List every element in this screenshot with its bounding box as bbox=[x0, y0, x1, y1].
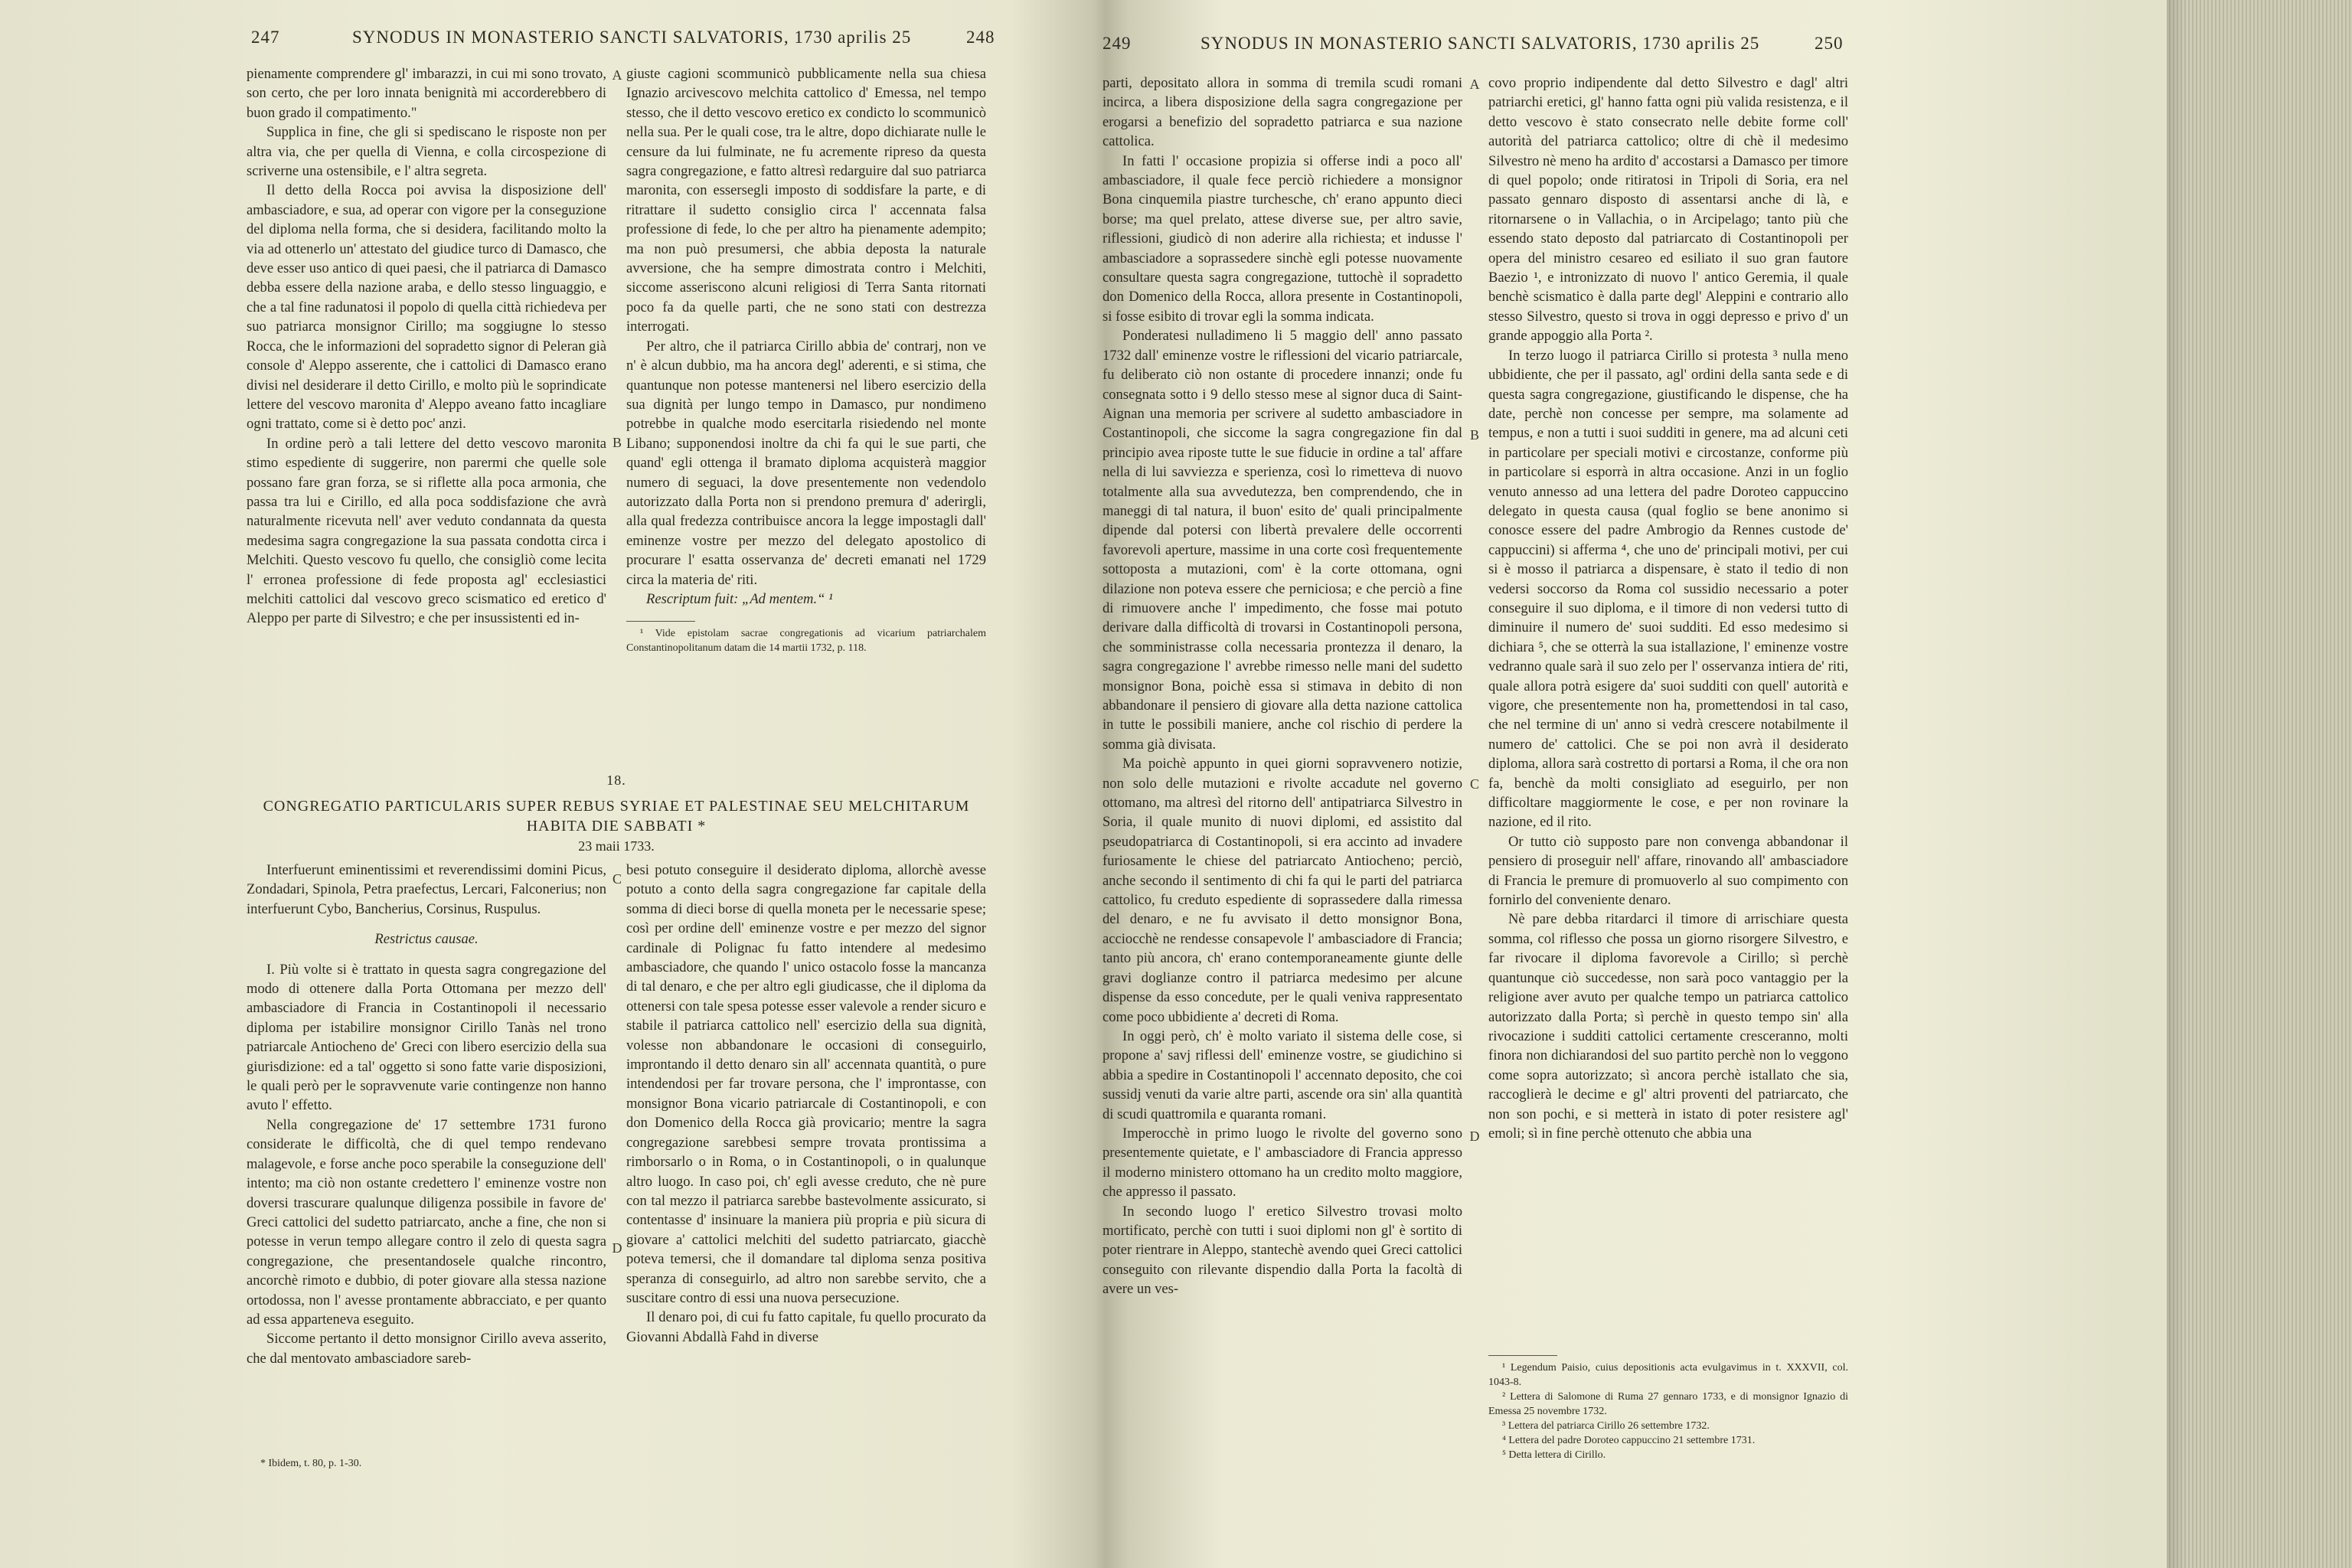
paragraph: In ordine però a tali lettere del detto vescovo maronita stimo espediente di suggerire, non parermi che quelle sole possano fare gran forza, se si riflette alla poca armonia, che passa tra lui e Cirillo, ed alla poca soddisfazione che avrà naturalmente ricevuta nell' aver veduto condannata da questa medesima sagra congregazione la sua passata condotta circa i Melchiti. Questo vescovo fu quello, che consigliò come lecita l' erronea professione di fede proposta agl' ecclesiastici melchiti cattolici dal vescovo greco scismatico ed eretico d' Aleppo per parte di Silvestro; e che per insussistenti ed in- bbox=[247, 435, 606, 627]
right-page-footnotes bbox=[1488, 1355, 1848, 1485]
subheading: Restrictus causae. bbox=[374, 931, 479, 948]
page-number-247: 247 bbox=[251, 28, 280, 47]
section-number: 18. bbox=[606, 773, 626, 788]
running-title: SYNODUS IN MONASTERIO SANCTI SALVATORIS, 1730 aprilis 25 bbox=[1200, 34, 1760, 53]
margin-letter-b: B bbox=[612, 435, 622, 450]
margin-letter-c: C bbox=[1469, 776, 1479, 792]
paragraph: Supplica in fine, che gli si spediscano le risposte non per altra via, che per quella di Vienna, e colla circospezione di scriverne una ostensibile, e l' altra segreta. bbox=[247, 124, 606, 180]
paragraph: Or tutto ciò supposto pare non convenga abbandonar il pensiero di proseguir nell' affare, rinovando all' ambasciadore di Francia le premure di promuoverlo al suo compimento con fornirlo del conveniente denaro. bbox=[1488, 833, 1848, 909]
left-page-col1-top bbox=[247, 64, 606, 753]
paragraph: besi potuto conseguire il desiderato diploma, allorchè avesse potuto a conto della sagra congregazione far capitale della somma di dieci borse di quella moneta per le necessarie spese; così per ordine dell' eminenze vostre e per mezzo del signor cardinale di Polignac fu fatto intendere al medesimo ambasciadore, che quando l' unico ostacolo fosse la mancanza di tal denaro, e che per altro egli giudicasse, che il diploma da ottenersi con tale spesa potesse esser valevole a render sicuro e stabile il patriarca cattolico nell' esercizio della sua dignità, volesse non abbandonare le occasioni di conseguirlo, improntando il detto denaro sin all' accennata quantità, o pure intendendosi per far trovare persona, che l' improntasse, con monsignor Bona vicario patriarcale di Costantinopoli, e con don Domenico della Rocca già provicario; mentre la sagra congregazione sarebbesi sempre trovata prontissima a rimborsarlo o in Roma, o in Costantinopoli, o in qualunque altro luogo. In caso poi, ch' egli avesse creduto, che nè pure con tal mezzo il patriarca sarebbe bastevolmente assicurato, si contentasse d' insinuare la maniera più propria e più sicura di giovare a' cattolici melchiti del sudetto patriarcato, giacchè poteva temersi, che il domandare tal diploma senza positiva speranza di conseguirlo, ad altro non sarebbe servito, che a suscitare contro di essi una nuova persecuzione. bbox=[626, 862, 986, 1306]
section-title: CONGREGATIO PARTICULARIS SUPER REBUS SYRIAE ET PALESTINAE SEU MELCHITARUM HABITA DIE SABBATI * bbox=[263, 798, 970, 835]
right-page-col1 bbox=[1102, 74, 1462, 1482]
paragraph: Ponderatesi nulladimeno li 5 maggio dell' anno passato 1732 dall' eminenze vostre le riflessioni del vicario patriarcale, fu deliberato ciò non ostante di procedere innanzi; onde fu consegnata sotto i 9 dello stesso mese al signor duca di Saint-Aignan una memoria per scrivere al sudetto ambasciadore in Costantinopoli, che siccome la sagra congregazione fin dal principio avea riposte tutte le sue fiducie in ordine a tal' affare nella di lui savviezza e sperienza, così lo rimetteva di nuovo totalmente alla sua avvedutezza, ben comprendendo, che in maneggi di tal natura, il buon' esito de' quali principalmente dipende dal potersi con libertà prevalere delle occorrenti favorevoli aperture, massime in una corte così frequentemente sottoposta a mutazioni, com' è la corte ottomana, ogni dilazione non poteva essere che perniciosa; e che perciò a fine di rimuovere anche l' impedimento, che fosse mai potuto derivare dalla difficoltà di trovarsi in Costantinopoli persona, che somministrasse colla necessaria prontezza il denaro, la sagra congregazione l' avrebbe rimesso nelle mani del sudetto monsignor Bona, poichè essa si stimava in debito di non abbandonare il pensiero di giovare alla detta nazione cattolica in tutte le possibili maniere, anche col rischio di perdere la somma già divisata. bbox=[1102, 328, 1462, 753]
footnote: ² Lettera di Salomone di Ruma 27 gennaro 1733, e di monsignor Ignazio di Emessa 25 novembre 1732. bbox=[1488, 1391, 1848, 1417]
paragraph: Nè pare debba ritardarci il timore di arrischiare questa somma, col riflesso che possa un giorno risorgere Silvestro, e far rivocare il diploma favorevole a Cirillo; sì perchè quantunque ciò succedesse, non sarà poco vantaggio per la religione aver avuto per qualche tempo un patriarca cattolico autorizzato dalla Porta; sì perchè in questo tempo sin' alla rivocazione i sudditi cattolici certamente cresceranno, molti finora non dichiarandosi del suo partito perchè non lo veggono come sopra autorizzato; sì ancora perchè istallato che sia, raccoglierà le decime e gl' altri proventi del patriarcato, che non son pochi, e si metterà in istato di poter resistere agl' emoli; sì in fine perchè ottenuto che abbia una bbox=[1488, 911, 1848, 1142]
footnote: ⁵ Detta lettera di Cirillo. bbox=[1502, 1449, 1606, 1461]
paragraph: Imperocchè in primo luogo le rivolte del governo sono presentemente quietate, e l' ambasciadore di Francia appresso il moderno ministero ottomano ha un credito molto maggiore, che appresso il passato. bbox=[1102, 1125, 1462, 1200]
paragraph: Il denaro poi, di cui fu fatto capitale, fu quello procurato da Giovanni Abdallà Fahd in diverse bbox=[626, 1309, 986, 1345]
paragraph: In secondo luogo l' eretico Silvestro trovasi molto mortificato, perchè con tutti i suoi diplomi non gl' è sortito di poter rientrare in Aleppo, stantechè avendo quei Greci cattolici conseguito con rilevante dispendio dalla Porta la facoltà di avere un ves- bbox=[1102, 1203, 1462, 1298]
paragraph: Per altro, che il patriarca Cirillo abbia de' contrarj, non ve n' è alcun dubbio, ma ha ancora degl' aderenti, e si stima, che quantunque non potesse mantenersi nel libero esercizio della sua dignità per lungo tempo in Damasco, pur nondimeno potrebbe in qualche modo esercitarla risiedendo nel monte Libano; supponendosi inoltre da chi fa qui le sue parti, che quand' egli ottenga il bramato diploma acquisterà maggior numero di seguaci, la dove presentemente non vedendolo autorizzato dalla Porta non si prendono premura d' aderirgli, alla qual fredezza contribuisce ancora la legge impostagli dall' eminenze vostre per mezzo del delegato apostolico di procurare l' esatta osservanza de' decreti emanati nel 1729 circa la materia de' riti. bbox=[626, 338, 986, 588]
footnote-rule bbox=[1488, 1355, 1557, 1356]
paragraph: pienamente comprendere gl' imbarazzi, in cui mi sono trovato, son certo, che per loro innata benignità mi accorderebbero di buon grado il compatimento." bbox=[247, 66, 606, 121]
section-date: 23 maii 1733. bbox=[578, 838, 655, 854]
left-page-col2-top bbox=[626, 64, 986, 765]
paragraph: Ma poichè appunto in quei giorni sopravvenero notizie, non solo delle mutazioni e rivolte accadute nel governo ottomano, ma altresì del ritorno dell' antipatriarca Silvestro in Soria, il quale munito di nuovi diplomi, ed assistito dal pseudopatriarca di Costantinopoli, si era accinto ad invadere furiosamente le chiese del patriarcato Antiocheno; perciò, anche secondo il sentimento di chi fa qui le parti del patriarca cattolico, fu creduto espediente di soprassedere dalla rimessa del denaro, e ne fu avvisato il detto monsignor Bona, acciocchè ne rendesse consapevole l' ambasciadore di Francia; tanto più ancora, ch' erano contemporaneamente giunte delle gravi doglianze contro il patriarca medesimo per alcune dispense da esso concedute, per le quali veniva rappresentato come poco ubbidiente a' decreti di Roma. bbox=[1102, 756, 1462, 1025]
paragraph: Nella congregazione de' 17 settembre 1731 furono considerate le difficoltà, che di quel tempo rendevano malagevole, e forse anche poco sperabile la conseguzione dell' intento; ma ciò non ostante credettero l' eminenze vostre non doversi trascurare qualunque diligenza possibile in favore de' Greci cattolici del sudetto patriarcato, anche a fine, che non si potesse in verun tempo allegare contro il zelo di questa sagra congregazione, che presentandosele qualche rincontro, ancorchè rimoto e dubbio, di poter giovare alla stessa nazione ortodossa, non l' avesse prontamente abbracciato, e per quanto ad essa apparteneva eseguito. bbox=[247, 1116, 606, 1328]
left-running-head bbox=[0, 28, 1102, 55]
paragraph: giuste cagioni scommunicò pubblicamente nella sua chiesa Ignazio arcivescovo melchita cattolico d' Emessa, nel tempo stesso, che il detto vescovo eretico ex condicto lo scommunicò nella sua. Per le quali cose, tra le altre, dopo dichiarate nulle le censure da lui fulminate, ne fu acremente ripreso da questa sagra congregazione, e fatto altresì redarguire dal suo patriarca maronita, con essersegli imposto di soddisfare la parte, e di ritrattare il sudetto consiglio circa l' accennata falsa professione di fede, lo che per altro ha pienamente adempito; ma non può presumersi, che abbia deposta la naturale avversione, che ha sempre dimostrata contro i Melchiti, siccome asseriscono alcuni religiosi di Terra Santa ritornati poco fa da quelle parti, che ne sono stati con destrezza interrogati. bbox=[626, 66, 986, 335]
page-number-250: 250 bbox=[1815, 34, 1844, 53]
page-number-248: 248 bbox=[966, 28, 995, 47]
left-page-col2-bottom bbox=[626, 861, 986, 1442]
right-page-col2 bbox=[1488, 74, 1848, 1344]
paragraph: In fatti l' occasione propizia si offerse indi a poco all' ambasciadore, il quale fece perciò richiedere a monsignor Bona cinquemila piastre turchesche, ch' erano appunto dieci borse; ma quel prelato, attese diverse sue, per altro savie, riflessioni, giudicò di non aderire alla richiesta; et indusse l' ambasciadore a soprassedere sinchè egli potesse nuovamente consultare questa sagra congregazione, tuttochè il sopradetto don Domenico della Rocca, allora presente in Costantinopoli, si fosse esibito di trovar egli la somma indicata. bbox=[1102, 152, 1462, 325]
margin-letter-c: C bbox=[612, 871, 622, 887]
running-title: SYNODUS IN MONASTERIO SANCTI SALVATORIS, 1730 aprilis 25 bbox=[352, 28, 912, 47]
rescript-line: Rescriptum fuit: „Ad mentem.“ ¹ bbox=[646, 590, 833, 607]
footnote: ³ Lettera del patriarca Cirillo 26 settembre 1732. bbox=[1502, 1420, 1710, 1432]
paragraph: Interfuerunt eminentissimi et reverendissimi domini Picus, Zondadari, Spinola, Petra praefectus, Lercari, Falconerius; non interfuerunt Cybo, Bancherius, Corsinus, Ruspulus. bbox=[247, 862, 606, 917]
paragraph: In oggi però, ch' è molto variato il sistema delle cose, si propone a' savj riflessi dell' eminenze vostre, se giudichino si abbia a spedire in Costantinopoli l' accennato deposito, che coi sussidj venuti da varie altre parti, ascende ora sin' alla quantità di scudi quattromila e quaranta romani. bbox=[1102, 1027, 1462, 1122]
paragraph: Siccome pertanto il detto monsignor Cirillo aveva asserito, che dal mentovato ambasciadore sareb- bbox=[247, 1331, 606, 1367]
margin-letter-d: D bbox=[612, 1240, 622, 1256]
right-page bbox=[1102, 0, 2167, 1568]
book-page-edges bbox=[2167, 0, 2352, 1568]
margin-letter-d: D bbox=[1469, 1129, 1480, 1144]
left-page bbox=[0, 0, 1102, 1568]
left-page-col1-bottom bbox=[247, 861, 606, 1442]
footnote: ¹ Vide epistolam sacrae congregationis ad vicarium patriarchalem Constantinopolitanum datam die 14 martii 1732, p. 118. bbox=[626, 628, 986, 655]
margin-letter-b: B bbox=[1469, 427, 1479, 443]
paragraph: covo proprio indipendente dal detto Silvestro e dagl' altri patriarchi eretici, gl' hanno fatta ogni più valida resistenza, e il detto vescovo è stato consecrato nelle debite forme coll' autorità del patriarca cattolico; oltre di chè il medesimo Silvestro nè meno ha ardito d' accostarsi a Damasco per timore di quel popolo; onde ritiratosi in Tripoli di Soria, era nel passato gennaro disposto di assentarsi anche di là, e ritornarsene o in Vallachia, o in Arcipelago; tanto più che essendo stato deposto dal patriarcato di Costantinopoli per opera del ministro cesareo ed esiliato il suo gran fautore Baezio ¹, e intronizzato di nuovo l' antico Geremia, il quale benchè scismatico è dalla parte degl' Aleppini e contrario allo stesso Silvestro, questo si trova in oggi depresso e privo d' un grande appoggio alla Porta ². bbox=[1488, 75, 1848, 345]
footnote-rule bbox=[626, 621, 695, 622]
paragraph: parti, depositato allora in somma di tremila scudi romani incirca, a libera disposizione della sagra congregazione per erogarsi a benefizio del sopradetto patriarca e sua nazione cattolica. bbox=[1102, 75, 1462, 150]
margin-letter-a: A bbox=[1469, 77, 1480, 92]
right-running-head bbox=[1102, 34, 2167, 61]
section-heading bbox=[237, 770, 995, 856]
left-page-bottom-note: * Ibidem, t. 80, p. 1-30. bbox=[260, 1458, 362, 1469]
footnote: ⁴ Lettera del padre Doroteo cappuccino 21 settembre 1731. bbox=[1502, 1435, 1756, 1446]
footnote: ¹ Legendum Paisio, cuius depositionis acta evulgavimus in t. XXXVII, col. 1043-8. bbox=[1488, 1362, 1848, 1388]
margin-letter-a: A bbox=[612, 67, 622, 83]
paragraph: Il detto della Rocca poi avvisa la disposizione dell' ambasciadore, e sua, ad operar con vigore per la conseguzione del diploma nella forma, che si desidera, facilitando molto la via ad ottenerlo un' attestato del giudice turco di Damasco, che deve esser uso antico di quei paesi, che il patriarca di Damasco debba essere della nazione araba, e dello stesso linguaggio, e che a tal fine radunatosi il popolo di quella città richiedeva per suo patriarca monsignor Cirillo; ma soggiugne lo stesso Rocca, che le informazioni del sopradetto signor di Peleran già console d' Aleppo asserente, che i cattolici di Damasco erano divisi nel desiderare il detto Cirillo, e molto più le soprindicate lettere del vescovo maronita d' Aleppo aveano fatto incagliare ogni trattato, come si è detto poc' anzi. bbox=[247, 182, 606, 433]
page-number-249: 249 bbox=[1102, 34, 1132, 53]
paragraph: I. Più volte si è trattato in questa sagra congregazione del modo di ottenere dalla Porta Ottomana per mezzo dell' ambasciadore di Francia in Costantinopoli il necessario diploma per istabilire monsignor Cirillo Tanàs nel trono patriarcale Antiocheno de' Greci con libero esercizio della sua giurisdizione: ed a tal' oggetto si sono fatte varie disposizioni, le quali però per le sopravvenute varie contingenze non hanno avuto l' effetto. bbox=[247, 961, 606, 1114]
paragraph: In terzo luogo il patriarca Cirillo si protesta ³ nulla meno ubbidiente, che per il passato, agl' ordini della santa sede e di questa sagra congregazione, giustificando le dispense, che ha date, perchè non concesse per sempre, ma solamente ad tempus, e non a tutti i suoi sudditi in genere, ma ad alcuni ceti in particolare per speciali motivi e circostanze, conforme più in particolare si esporrà in altra occasione. Anzi in un foglio venuto annesso ad una lettera del padre Doroteo cappuccino delegato in questa causa (qual foglio se bene anonimo si conosce essere del padre Ambrogio da Rennes custode de' cappuccini) si afferma ⁴, che uno de' principali motivi, per cui si è mosso il patriarca a dispensare, è stato il tedio di non vedersi soccorso da Roma col sussidio necessario a poter conseguire il suo diploma, e il timore di non vedersi tutto di diminuire il numero de' suoi sudditi. Ed esso medesimo si dichiara ⁵, che se otterrà la sua istallazione, l' eminenze vostre vedranno quale sarà il suo zelo per l' osservanza intiera de' riti, quale allora potrà esigere da' suoi sudditi con quell' autorità e vigore, che presentemente non ha, promettendosi in tal caso, che nel termine di un' anno si vedrà crescere notabilmente il numero de' cattolici. Che se poi non avrà il desiderato diploma, allora sarà costretto di portarsi a Roma, il che ora non fa, benchè da molti consigliato ad eseguirlo, per non difficoltare maggiormente le cose, e per non rovinare la nazione, ed il rito. bbox=[1488, 347, 1848, 831]
